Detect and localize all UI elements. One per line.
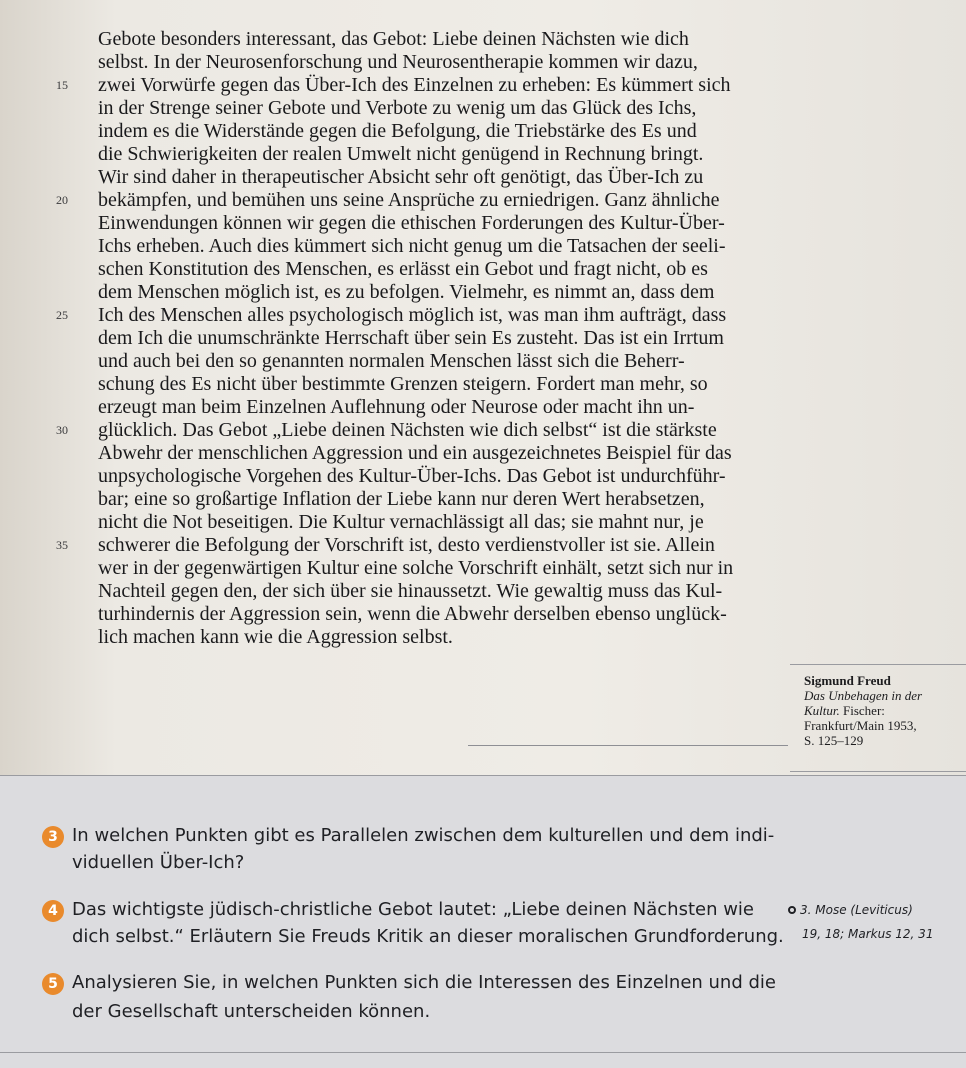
source-author: Sigmund Freud bbox=[804, 673, 891, 688]
text-line: schwerer die Befolgung der Vorschrift ist, desto verdienstvoller ist sie. Allein bbox=[98, 534, 715, 556]
text-line: bar; eine so großartige Inflation der Liebe kann nur deren Wert herabsetzen, bbox=[98, 488, 705, 510]
line-number: 30 bbox=[56, 423, 68, 437]
text-line: indem es die Widerstände gegen die Befolgung, die Triebstärke des Es und bbox=[98, 120, 697, 142]
line-number: 20 bbox=[56, 193, 68, 207]
task-text-line: Das wichtigste jüdisch-christliche Gebot lautet: „Liebe deinen Nächsten wie bbox=[72, 899, 755, 920]
text-line: dem Ich die unumschränkte Herrschaft über sein Es zusteht. Das ist ein Irrtum bbox=[98, 327, 724, 349]
task-number-badge: 4 bbox=[42, 900, 64, 922]
text-line: Nachteil gegen den, der sich über sie hinaussetzt. Wie gewaltig muss das Kul- bbox=[98, 580, 723, 602]
text-line: Abwehr der menschlichen Aggression und ein ausgezeichnetes Beispiel für das bbox=[98, 442, 732, 464]
task-text-line: der Gesellschaft unterscheiden können. bbox=[72, 1001, 431, 1022]
circle-bullet-icon bbox=[788, 906, 796, 914]
source-title: Das Unbehagen in der bbox=[804, 688, 923, 703]
text-line: bekämpfen, und bemühen uns seine Ansprüche zu erniedrigen. Ganz ähnliche bbox=[98, 189, 720, 211]
source-title-publisher: Kultur. Fischer: bbox=[804, 703, 885, 718]
text-line: erzeugt man beim Einzelnen Auflehnung oder Neurose oder macht ihn un- bbox=[98, 396, 695, 418]
text-line: Wir sind daher in therapeutischer Absicht sehr oft genötigt, das Über-Ich zu bbox=[98, 166, 704, 188]
text-line: schen Konstitution des Menschen, es erlässt ein Gebot und fragt nicht, ob es bbox=[98, 258, 708, 280]
source-citation bbox=[790, 664, 966, 772]
line-number: 15 bbox=[56, 78, 68, 92]
task-text-line: viduellen Über-Ich? bbox=[72, 852, 245, 873]
bible-reference-note-cont: 19, 18; Markus 12, 31 bbox=[802, 927, 934, 941]
text-line: die Schwierigkeiten der realen Umwelt nicht genügend in Rechnung bringt. bbox=[98, 143, 704, 165]
text-line: nicht die Not beseitigen. Die Kultur vernachlässigt all das; sie mahnt nur, je bbox=[98, 511, 704, 533]
text-end-rule bbox=[468, 745, 788, 746]
text-line: glücklich. Das Gebot „Liebe deinen Nächsten wie dich selbst“ ist die stärkste bbox=[98, 419, 717, 441]
text-line: Gebote besonders interessant, das Gebot: Liebe deinen Nächsten wie dich bbox=[98, 28, 689, 50]
text-line: Einwendungen können wir gegen die ethischen Forderungen des Kultur-Über- bbox=[98, 212, 725, 234]
bible-reference-note: 3. Mose (Leviticus) bbox=[788, 903, 913, 917]
text-line: wer in der gegenwärtigen Kultur eine solche Vorschrift einhält, setzt sich nur in bbox=[98, 557, 734, 579]
text-line: selbst. In der Neurosenforschung und Neurosentherapie kommen wir dazu, bbox=[98, 51, 698, 73]
text-line: Ich des Menschen alles psychologisch möglich ist, was man ihm aufträgt, dass bbox=[98, 304, 727, 326]
task-text-line: dich selbst.“ Erläutern Sie Freuds Kritik an dieser moralischen Grundforderung. bbox=[72, 926, 784, 947]
task-number-badge: 5 bbox=[42, 973, 64, 995]
text-line: Ichs erheben. Auch dies kümmert sich nicht genug um die Tatsachen der seeli- bbox=[98, 235, 726, 257]
line-number: 35 bbox=[56, 538, 68, 552]
task-text-line: Analysieren Sie, in welchen Punkten sich die Interessen des Einzelnen und die bbox=[72, 972, 776, 993]
tasks-section bbox=[0, 775, 966, 1068]
tasks-divider bbox=[0, 775, 966, 776]
bottom-divider bbox=[0, 1052, 966, 1053]
text-line: dem Menschen möglich ist, es zu befolgen. Vielmehr, es nimmt an, dass dem bbox=[98, 281, 715, 303]
text-line: in der Strenge seiner Gebote und Verbote zu wenig um das Glück des Ichs, bbox=[98, 97, 697, 119]
text-line: schung des Es nicht über bestimmte Grenzen steigern. Fordert man mehr, so bbox=[98, 373, 708, 395]
text-line: turhindernis der Aggression sein, wenn die Abwehr derselben ebenso unglück- bbox=[98, 603, 727, 625]
text-line: zwei Vorwürfe gegen das Über-Ich des Einzelnen zu erheben: Es kümmert sich bbox=[98, 74, 731, 96]
source-pages: S. 125–129 bbox=[804, 733, 864, 748]
task-number-badge: 3 bbox=[42, 826, 64, 848]
source-place-year: Frankfurt/Main 1953, bbox=[804, 718, 917, 733]
text-line: und auch bei den so genannten normalen Menschen lässt sich die Beherr- bbox=[98, 350, 685, 372]
text-line: lich machen kann wie die Aggression selbst. bbox=[98, 626, 453, 648]
line-number: 25 bbox=[56, 308, 68, 322]
task-text-line: In welchen Punkten gibt es Parallelen zwischen dem kulturellen und dem indi- bbox=[72, 825, 775, 846]
text-line: unpsychologische Vorgehen des Kultur-Über-Ichs. Das Gebot ist undurchführ- bbox=[98, 465, 726, 487]
